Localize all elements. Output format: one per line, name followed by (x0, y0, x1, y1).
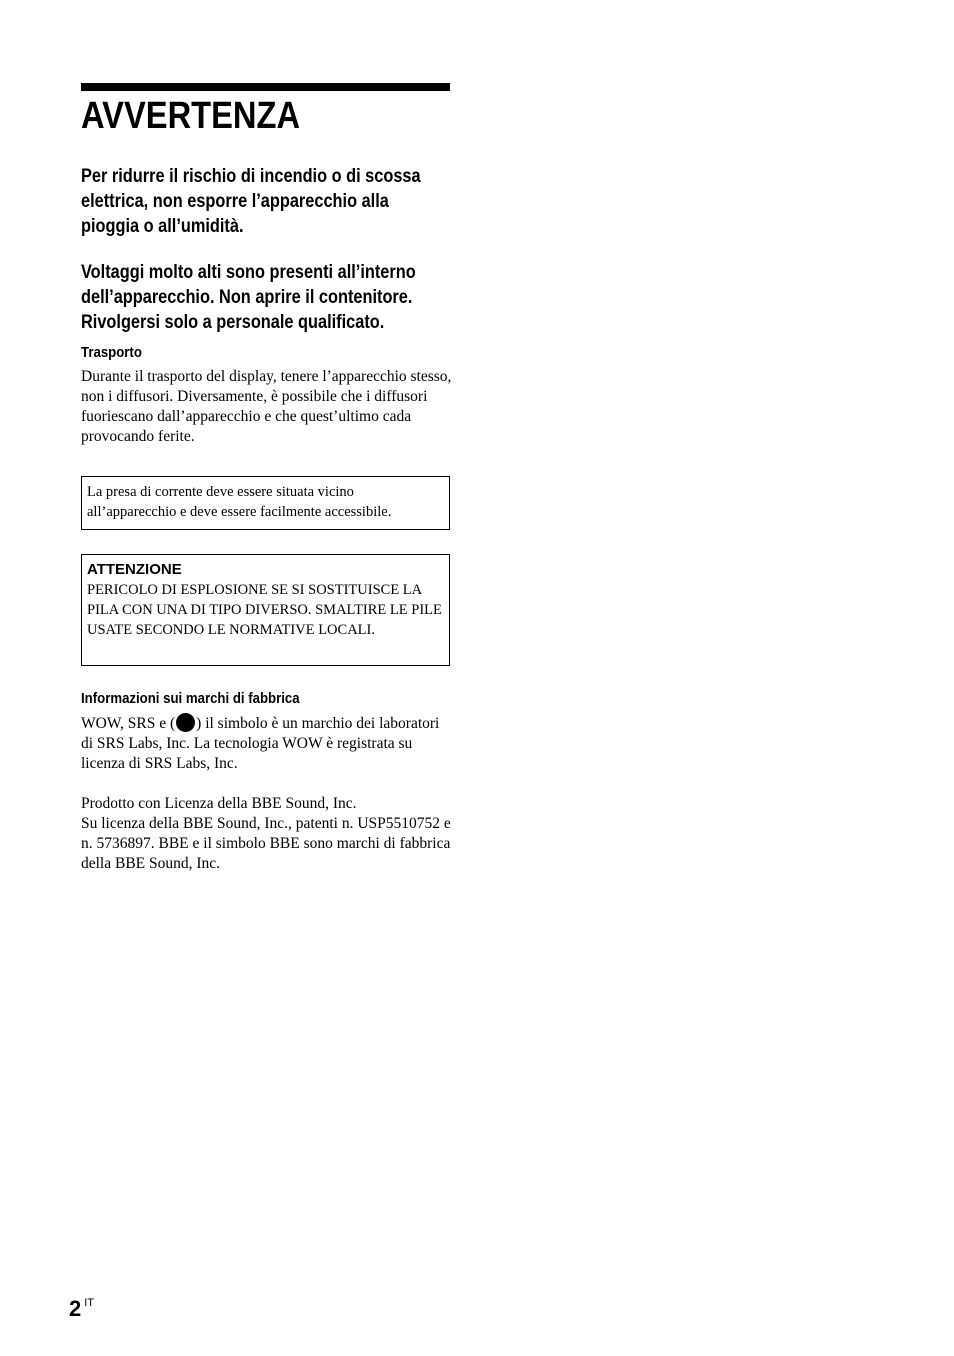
srs-circle-icon (176, 713, 195, 732)
caution-box (81, 554, 450, 666)
page-footer (69, 1296, 94, 1322)
srs-text-after-icon: ) il simbolo è un marchio dei laboratori di SRS Labs, Inc. La tecnologia WOW è registrata su licenza di SRS Labs, Inc. (81, 715, 440, 772)
high-voltage-warning: Voltaggi molto alti sono presenti all’interno dell’apparecchio. Non aprire il contenitore. Rivolgersi solo a personale qualificato. (81, 262, 416, 333)
srs-text-before-icon: WOW, SRS e ( (81, 715, 176, 732)
transport-heading: Trasporto (81, 344, 142, 361)
page-number: 2 (69, 1296, 82, 1321)
fire-shock-warning: Per ridurre il rischio di incendio o di scossa elettrica, non esporre l’apparecchio alla pioggia o all’umidità. (81, 166, 421, 237)
trademarks-heading: Informazioni sui marchi di fabbrica (81, 690, 300, 707)
title-rule (81, 83, 450, 91)
page-title: AVVERTENZA (81, 95, 301, 137)
language-code: IT (84, 1297, 95, 1309)
srs-wow-trademark (81, 713, 453, 774)
bbe-trademark (81, 794, 453, 874)
bbe-license-line: Prodotto con Licenza della BBE Sound, Inc. (81, 795, 357, 812)
outlet-note-text: La presa di corrente deve essere situata vicino all’apparecchio e deve essere facilmente accessibile. (87, 484, 392, 520)
bbe-patent-text: Su licenza della BBE Sound, Inc., patenti n. USP5510752 e n. 5736897. BBE e il simbolo BBE sono marchi di fabbrica della BBE Sound, Inc. (81, 815, 451, 872)
caution-heading: ATTENZIONE (87, 561, 182, 578)
caution-body: PERICOLO DI ESPLOSIONE SE SI SOSTITUISCE LA PILA CON UNA DI TIPO DIVERSO. SMALTIRE LE PILE USATE SECONDO LE NORMATIVE LOCALI. (87, 582, 442, 638)
transport-body: Durante il trasporto del display, tenere l’apparecchio stesso, non i diffusori. Diversamente, è possibile che i diffusori fuoriescano dall’apparecchio e che quest’ultimo cada provocando ferite. (81, 368, 452, 445)
outlet-note-box (81, 476, 450, 530)
